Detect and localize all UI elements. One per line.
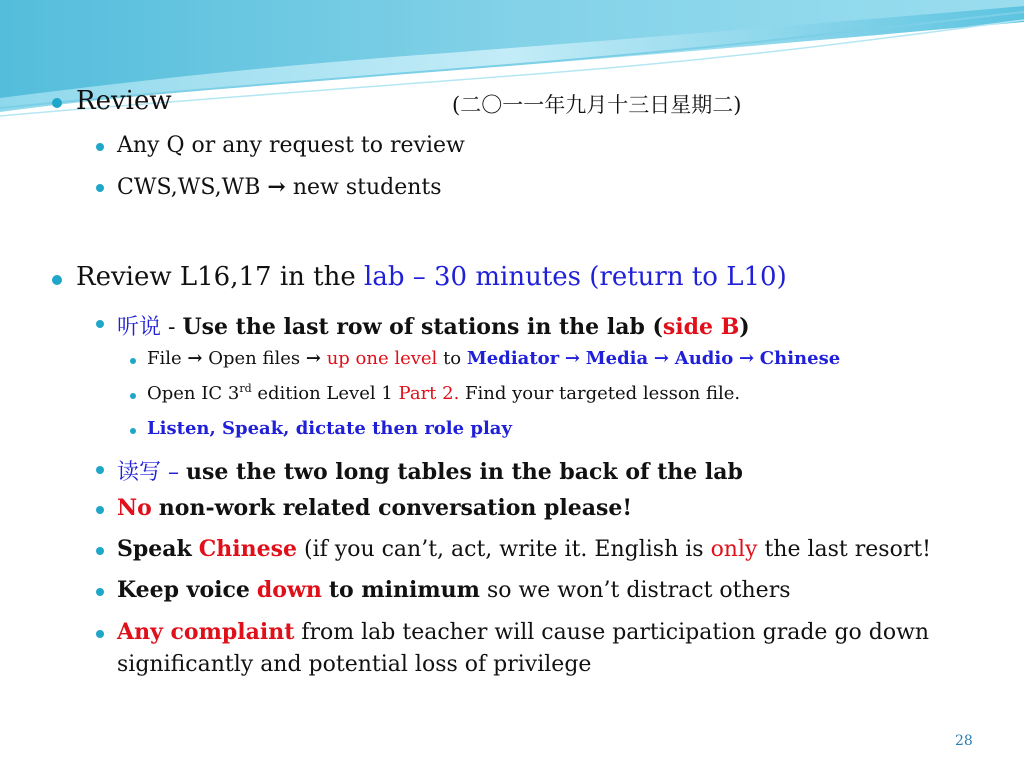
bullet-icon: [96, 320, 104, 328]
arrow-right-icon: →: [267, 174, 286, 200]
audio-label: Audio: [674, 348, 734, 369]
arrow-right-icon: →: [653, 348, 670, 369]
listen-step: Listen, Speak, dictate then role play: [147, 418, 512, 439]
only-label: only: [710, 537, 758, 562]
no-talk-item: [117, 495, 632, 521]
open-ic-sup: rd: [239, 382, 252, 395]
bullet-icon: [130, 358, 136, 364]
file-path-step: [147, 348, 840, 369]
bullet-icon: [96, 630, 104, 638]
open-ic-suffix: Find your targeted lesson file.: [465, 383, 741, 404]
bullet-icon: [96, 143, 104, 151]
lab-heading-prefix: Review L16,17 in the: [76, 262, 356, 292]
review-heading: Review: [76, 86, 172, 116]
part-label: Part 2.: [398, 383, 460, 404]
to-label: to: [443, 348, 462, 369]
read-write-item: [117, 455, 743, 486]
open-ic-prefix: Open IC 3: [147, 383, 240, 404]
lab-heading-duration: lab – 30 minutes (return to L10): [364, 262, 787, 292]
bullet-icon: [52, 98, 62, 108]
read-write-cn: 读写 –: [117, 460, 179, 485]
bullet-icon: [130, 428, 136, 434]
keep-voice-label: Keep voice: [117, 577, 250, 603]
arrow-right-icon: →: [738, 348, 755, 369]
bullet-icon: [52, 275, 62, 285]
no-label: No: [117, 495, 152, 521]
bullet-icon: [96, 466, 104, 474]
bullet-icon: [96, 547, 104, 555]
read-write-text: use the two long tables in the back of the lab: [186, 459, 743, 485]
file-label: File: [147, 348, 182, 369]
bullet-icon: [96, 184, 104, 192]
no-talk-text: non-work related conversation please!: [158, 495, 633, 521]
complaint-text: from lab teacher will cause participation grade go down: [301, 620, 930, 645]
listen-speak-text: Use the last row of stations in the lab (: [182, 314, 663, 340]
speak-label: Speak: [117, 536, 192, 562]
any-complaint-label: Any complaint: [117, 619, 295, 645]
speak-text: (if you can’t, act, write it. English is: [304, 537, 704, 562]
bullet-icon: [96, 588, 104, 596]
date-label: (二〇一一年九月十三日星期二): [452, 93, 742, 117]
open-ic-middle: edition Level 1: [257, 383, 393, 404]
listen-speak-dash: -: [168, 315, 176, 340]
open-ic-step: [147, 383, 740, 404]
complaint-item: [117, 619, 929, 645]
review-item-any-q: Any Q or any request to review: [117, 133, 465, 158]
review-item-cws: [117, 174, 442, 200]
media-label: Media: [585, 348, 649, 369]
chinese-label: Chinese: [759, 348, 841, 369]
open-files-label: Open files: [208, 348, 301, 369]
speak-item: [117, 536, 931, 562]
down-label: down: [256, 577, 322, 603]
arrow-right-icon: →: [187, 348, 203, 369]
arrow-right-icon: →: [305, 348, 321, 369]
bullet-icon: [96, 506, 104, 514]
lab-heading: [76, 262, 787, 292]
voice-rest: so we won’t distract others: [486, 578, 791, 603]
side-b-label: side B: [662, 314, 740, 340]
up-level-label: up one level: [326, 348, 438, 369]
listen-speak-close: ): [739, 314, 750, 340]
cws-prefix: CWS,WS,WB: [117, 175, 261, 200]
speak-end: the last resort!: [764, 537, 932, 562]
listen-speak-item: [117, 310, 750, 341]
mediator-label: Mediator: [466, 348, 560, 369]
page-number: 28: [955, 733, 973, 749]
chinese-word: Chinese: [198, 536, 298, 562]
voice-item: [117, 577, 791, 603]
bullet-icon: [130, 393, 136, 399]
to-minimum-label: to minimum: [328, 577, 480, 603]
arrow-right-icon: →: [564, 348, 580, 369]
complaint-line-2: significantly and potential loss of privilege: [117, 652, 592, 677]
listen-speak-cn: 听说: [117, 315, 162, 340]
cws-suffix: new students: [292, 175, 442, 200]
